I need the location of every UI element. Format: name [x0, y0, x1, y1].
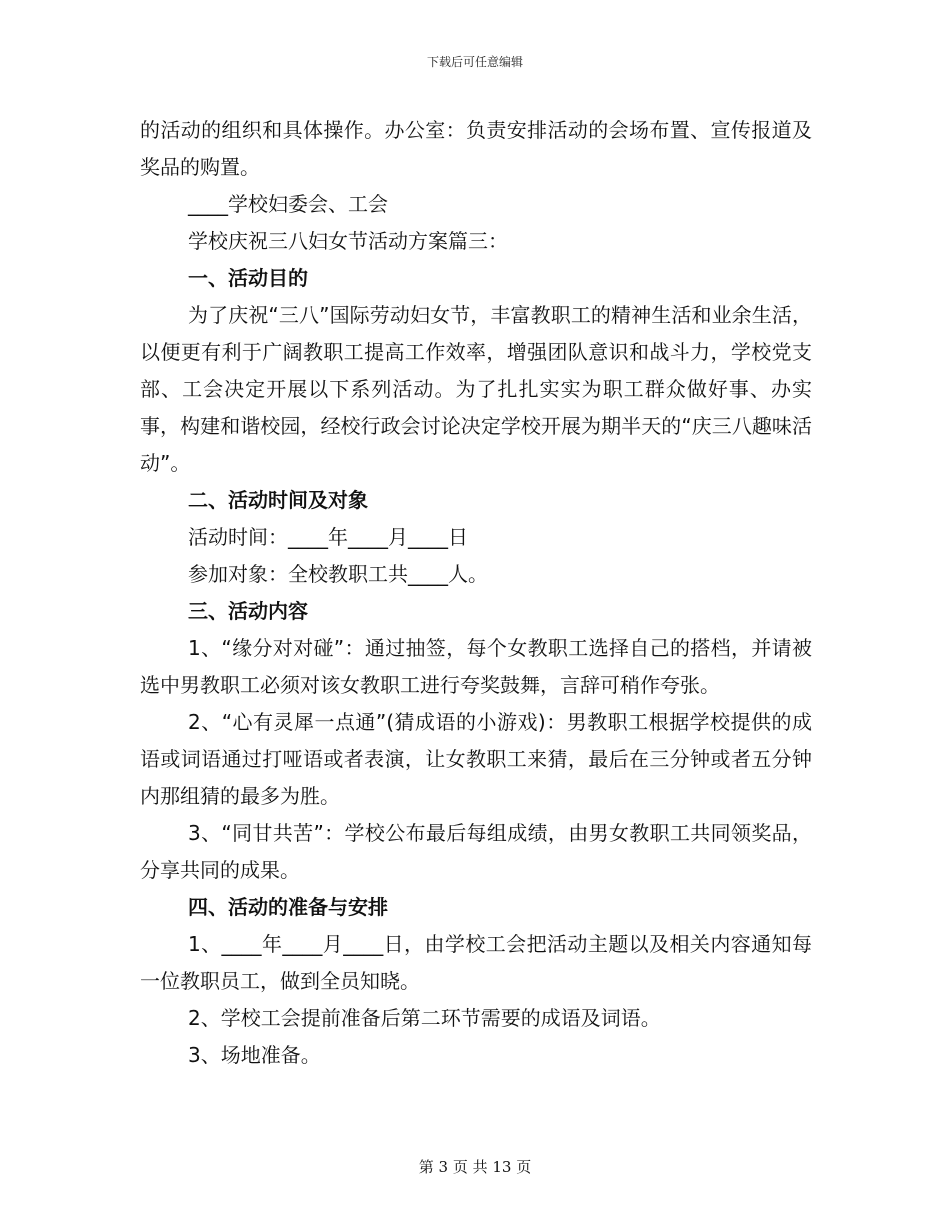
paragraph-9: 3、“同甘共苦”：学校公布最后每组成绩，由男女教职工共同领奖品，分享共同的成果。 [140, 821, 812, 882]
paragraph-3: 学校庆祝三八妇女节活动方案篇三： [188, 229, 508, 253]
page-footer: 第 3 页 共 13 页 [418, 1158, 532, 1176]
section-heading-1: 一、活动目的 [188, 266, 308, 290]
paragraph-2: ____学校妇委会、工会 [188, 192, 388, 216]
paragraph-8: 2、“心有灵犀一点通”(猜成语的小游戏)：男教职工根据学校提供的成语或词语通过打哑语或者表演，让女教职工来猜，最后在三分钟或者五分钟内那组猜的最多为胜。 [140, 710, 812, 808]
page-header: 下载后可任意编辑 [426, 55, 523, 69]
section-heading-2: 二、活动时间及对象 [188, 488, 368, 512]
paragraph-11: 2、学校工会提前准备后第二环节需要的成语及词语。 [188, 1006, 661, 1030]
paragraph-4: 为了庆祝“三八”国际劳动妇女节，丰富教职工的精神生活和业余生活，以便更有利于广阔教职工提高工作效率，增强团队意识和战斗力，学校党支部、工会决定开展以下系列活动。为了扎扎实实为职工群众做好事、办实事，构建和谐校园，经校行政会讨论决定学校开展为期半天的“庆三八趣味活动”。 [140, 303, 812, 475]
paragraph-10: 1、____年____月____日，由学校工会把活动主题以及相关内容通知每一位教职员工，做到全员知晓。 [140, 932, 812, 993]
paragraph-6: 参加对象：全校教职工共____人。 [188, 562, 488, 586]
paragraph-7: 1、“缘分对对碰”：通过抽签，每个女教职工选择自己的搭档，并请被选中男教职工必须对该女教职工进行夸奖鼓舞，言辞可稍作夸张。 [140, 636, 812, 697]
section-heading-3: 三、活动内容 [188, 599, 308, 623]
paragraph-12: 3、场地准备。 [188, 1043, 321, 1067]
section-heading-4: 四、活动的准备与安排 [188, 895, 388, 919]
paragraph-1: 的活动的组织和具体操作。办公室：负责安排活动的会场布置、宣传报道及奖品的购置。 [140, 118, 812, 179]
document-body [140, 112, 812, 1074]
paragraph-5: 活动时间：____年____月____日 [188, 525, 468, 549]
